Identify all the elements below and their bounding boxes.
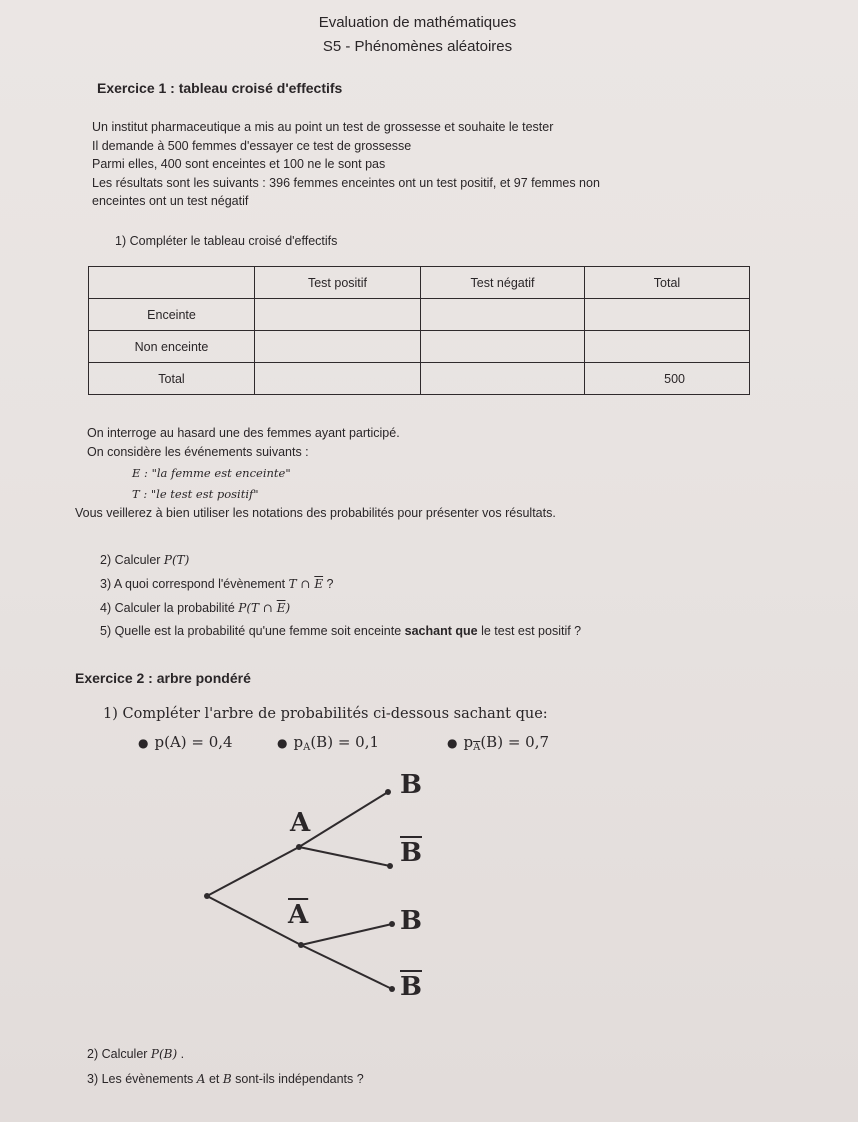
question-text: 3) A quoi correspond l'évènement (100, 577, 289, 591)
branch-a-to-b (299, 792, 388, 847)
exercise1-question1: 1) Compléter le tableau croisé d'effectifs (115, 234, 338, 248)
context-line: On interroge au hasard une des femmes ayant participé. (87, 426, 400, 440)
question-text: 2) Calculer (87, 1047, 151, 1061)
table-cell[interactable] (421, 299, 585, 331)
question-tail: sont-ils indépendants ? (231, 1072, 364, 1086)
given-probability (277, 733, 379, 753)
table-header-cell: Test positif (255, 267, 421, 299)
row-label: Non enceinte (89, 331, 255, 363)
grand-total-cell: 500 (585, 363, 750, 395)
question-text: 4) Calculer la probabilité (100, 601, 239, 615)
tree-node (389, 986, 395, 992)
tree-node (385, 789, 391, 795)
probability-subscript: A (303, 742, 311, 753)
table-header-row (89, 267, 750, 299)
tree-node (387, 863, 393, 869)
tree-label-a-complement: $\overline{A}$ (288, 900, 309, 930)
exercise1-context (87, 424, 400, 462)
question-tail: le test est positif ? (477, 624, 582, 638)
exercise2-heading: Exercice 2 : arbre pondéré (75, 670, 251, 686)
table-cell[interactable] (255, 331, 421, 363)
exercise1-statement (92, 118, 782, 211)
table-row (89, 363, 750, 395)
table-cell[interactable] (585, 299, 750, 331)
question-text: et (205, 1072, 223, 1086)
math-variable: A (196, 1072, 206, 1086)
tree-branches (195, 770, 435, 1010)
branch-abar-to-bbar (301, 945, 392, 989)
question-text: 5) Quelle est la probabilité qu'une femme soit enceinte (100, 624, 405, 638)
tree-label-a: A (290, 808, 311, 838)
cross-table (88, 266, 750, 395)
table-row (89, 331, 750, 363)
statement-line: Les résultats sont les suivants : 396 femmes enceintes ont un test positif, et 97 femmes non (92, 175, 600, 190)
branch-abar-to-b (301, 924, 392, 945)
exercise1-question4 (100, 601, 290, 615)
tree-node (296, 844, 302, 850)
probability-value: (B) = 0,1 (310, 733, 380, 751)
given-probability (138, 733, 233, 751)
probability-symbol: p (293, 733, 304, 751)
tree-node (204, 893, 210, 899)
probability-symbol: p (463, 733, 474, 751)
table-header-cell (89, 267, 255, 299)
table-cell[interactable] (255, 299, 421, 331)
bullet-icon: ● (447, 736, 458, 750)
table-cell[interactable] (421, 331, 585, 363)
given-probability (447, 733, 549, 753)
statement-line: Il demande à 500 femmes d'essayer ce test de grossesse (92, 138, 412, 153)
question-text: 2) Calculer (100, 553, 164, 567)
exercise2-question1: 1) Compléter l'arbre de probabilités ci-dessous sachant que: (103, 706, 548, 722)
tree-label-b: B (400, 906, 422, 936)
question-tail: ? (323, 577, 334, 591)
notation-instruction: Vous veillerez à bien utiliser les notations des probabilités pour présenter vos résultats. (75, 506, 556, 520)
tree-label-b: B (400, 770, 422, 800)
tree-label-b-complement: $\overline{B}$ (400, 972, 422, 1002)
exercise1-question3 (100, 577, 334, 591)
math-expression: T ∩ (288, 577, 315, 591)
statement-line: enceintes ont un test négatif (92, 194, 249, 208)
question-tail: . (177, 1047, 185, 1061)
context-line: On considère les événements suivants : (87, 445, 309, 459)
page-subtitle: S5 - Phénomènes aléatoires (322, 38, 513, 55)
exercise2-question2 (87, 1047, 184, 1061)
math-expression: P(T ∩ (238, 601, 277, 615)
probability-value: p(A) = 0,4 (154, 733, 233, 751)
table-header-cell: Test négatif (421, 267, 585, 299)
page-title: Evaluation de mathématiques (318, 14, 517, 31)
question-emphasis: sachant que (404, 624, 478, 638)
probability-subscript: A (473, 742, 481, 753)
statement-line: Parmi elles, 400 sont enceintes et 100 ne le sont pas (92, 157, 386, 171)
math-variable: B (222, 1072, 232, 1086)
math-expression-end: ) (285, 601, 291, 615)
table-cell[interactable] (421, 363, 585, 395)
tree-node (389, 921, 395, 927)
exercise1-heading: Exercice 1 : tableau croisé d'effectifs (97, 80, 343, 96)
math-expression: P(B) (150, 1047, 178, 1061)
branch-root-to-abar (207, 896, 301, 945)
exercise2-question3 (87, 1072, 364, 1086)
statement-line: Un institut pharmaceutique a mis au point un test de grossesse et souhaite le tester (92, 120, 554, 134)
bullet-icon: ● (277, 736, 288, 750)
event-t-definition: T : "le test est positif" (132, 487, 259, 501)
bullet-icon: ● (138, 736, 149, 750)
tree-label-b-complement: $\overline{B}$ (400, 838, 422, 868)
row-label: Enceinte (89, 299, 255, 331)
branch-root-to-a (207, 847, 299, 896)
probability-value: (B) = 0,7 (480, 733, 550, 751)
probability-tree (195, 770, 435, 1015)
branch-a-to-bbar (299, 847, 390, 866)
table-cell[interactable] (255, 363, 421, 395)
tree-node (298, 942, 304, 948)
math-expression: P(T) (163, 553, 190, 567)
table-cell[interactable] (585, 331, 750, 363)
table-header-cell: Total (585, 267, 750, 299)
row-label: Total (89, 363, 255, 395)
table-row (89, 299, 750, 331)
exercise1-question2 (100, 553, 189, 567)
math-complement: $\overline{E}$ (314, 577, 324, 591)
question-text: 3) Les évènements (87, 1072, 197, 1086)
event-e-definition: E : "la femme est enceinte" (132, 466, 291, 480)
math-complement: $\overline{E}$ (276, 601, 286, 615)
exercise1-question5 (100, 624, 581, 638)
